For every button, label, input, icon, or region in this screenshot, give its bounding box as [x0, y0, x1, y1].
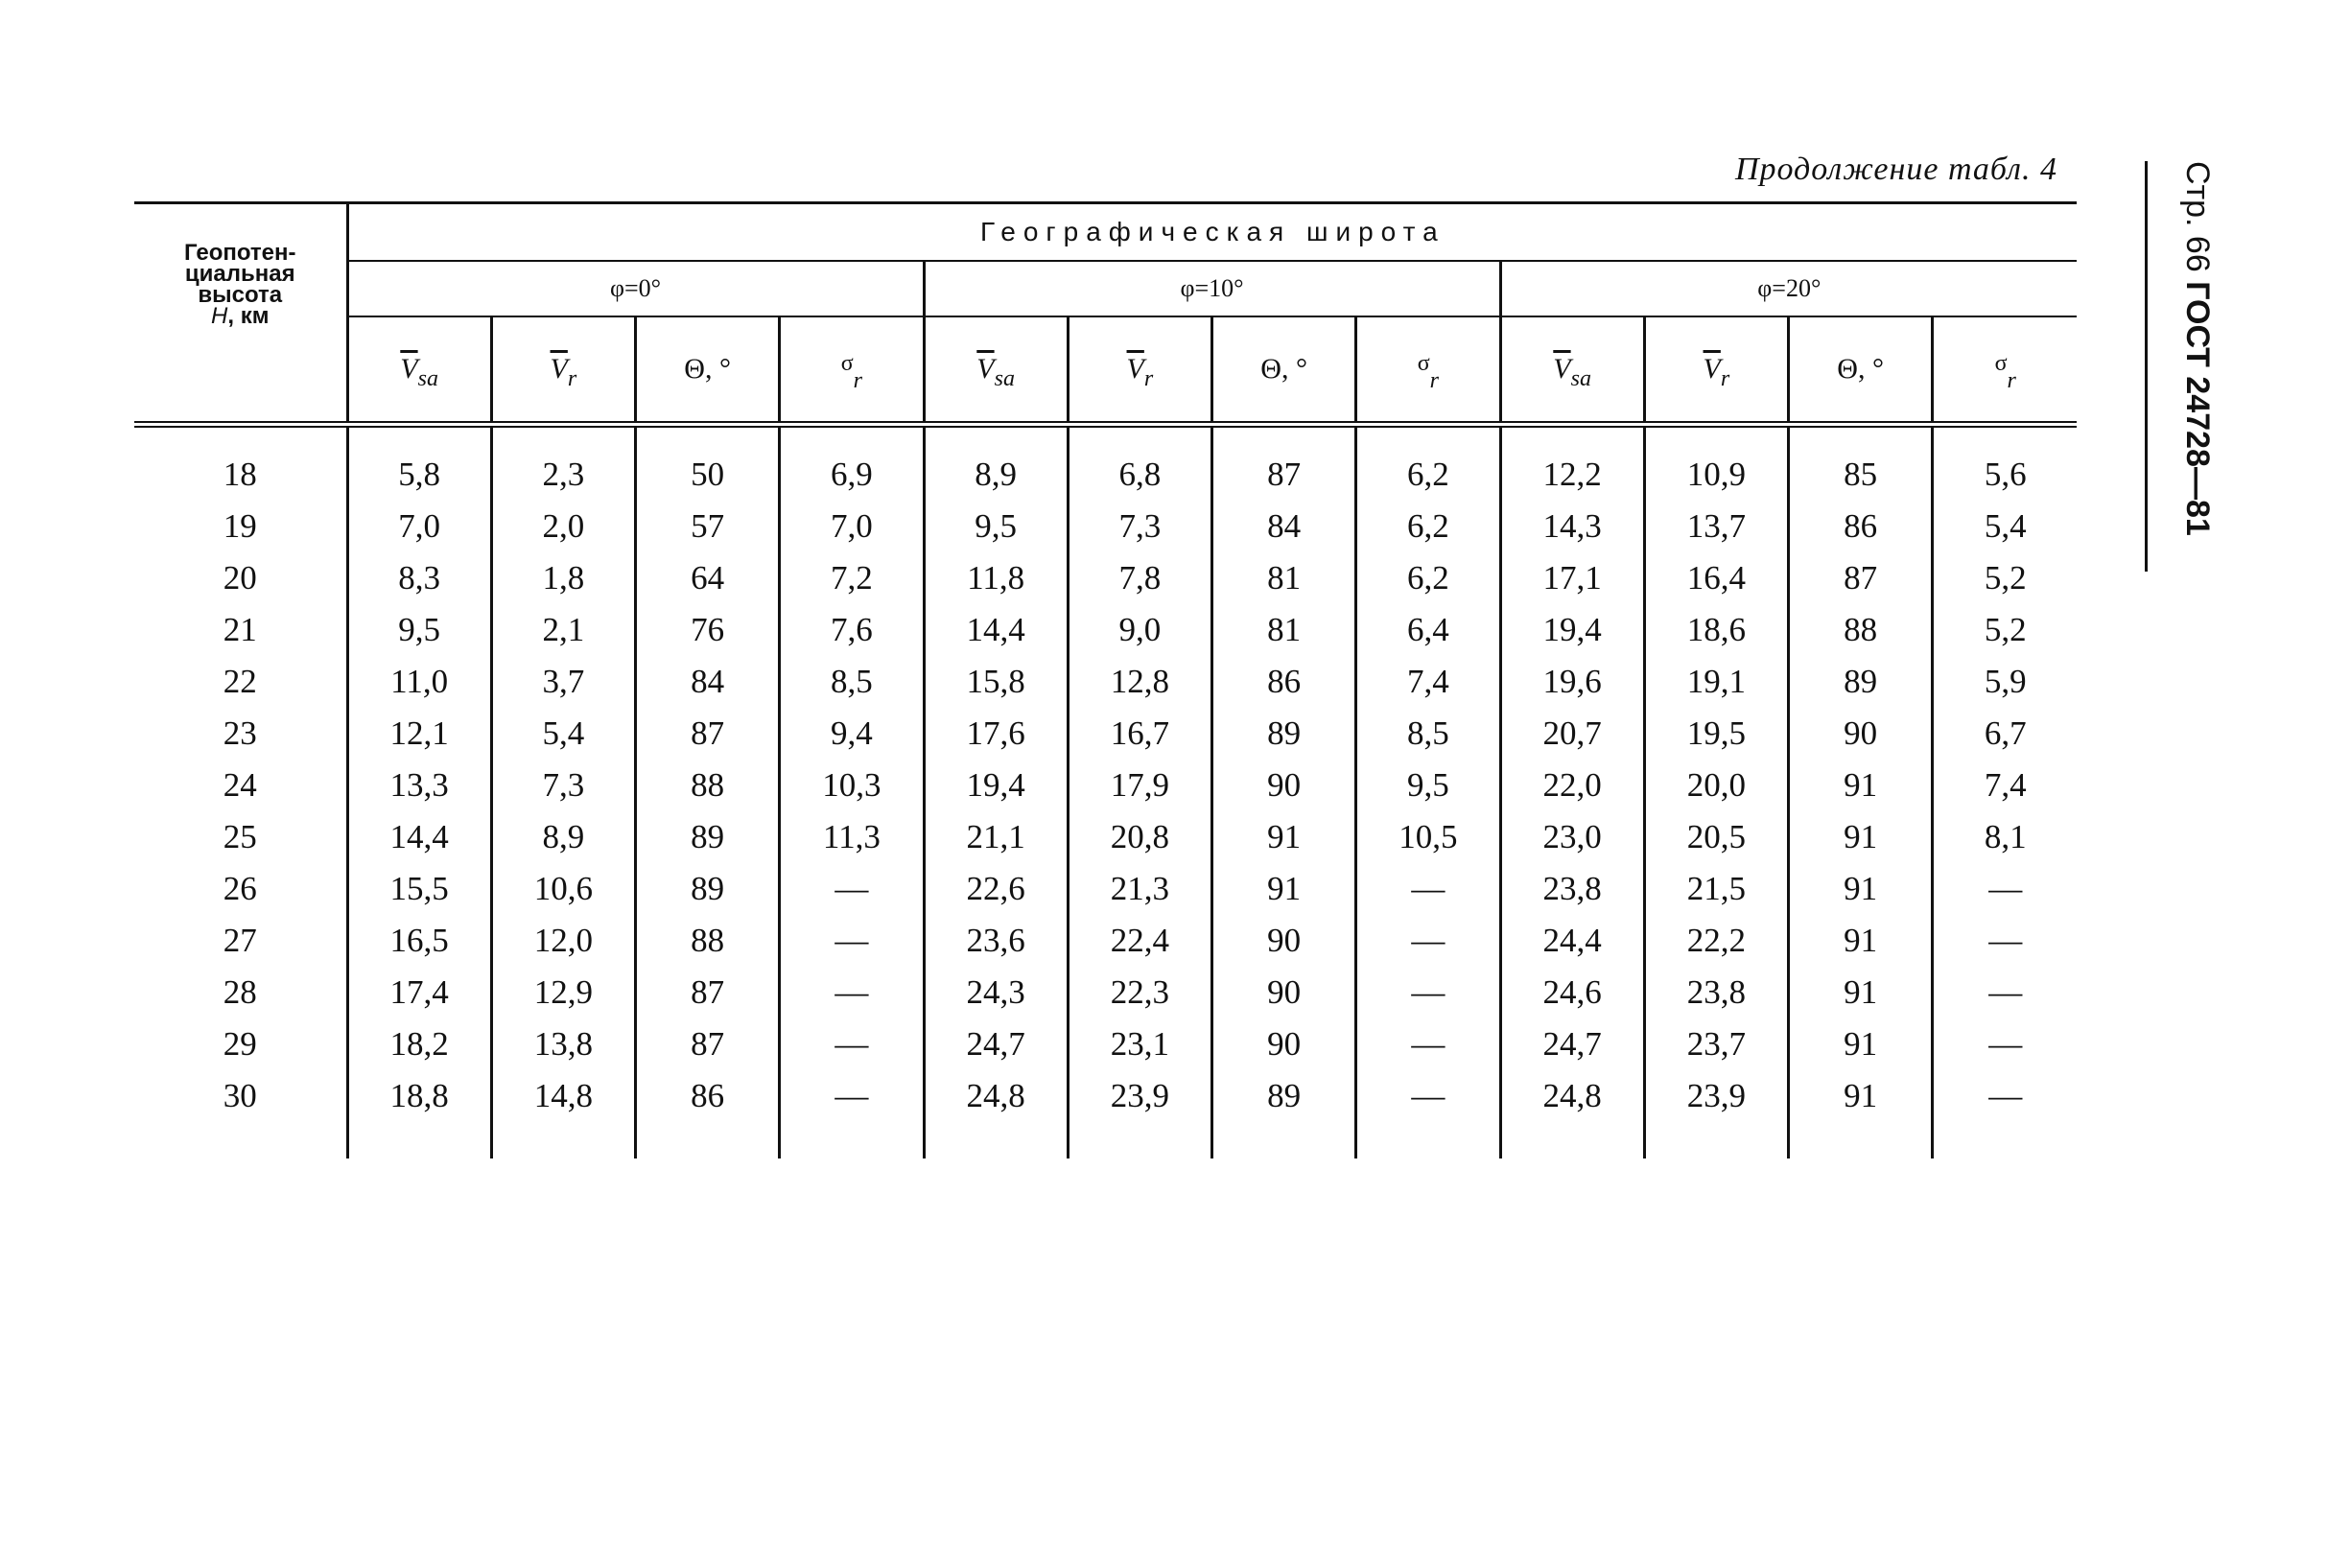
column-header-theta — [1212, 316, 1356, 425]
column-header-sigma — [1356, 316, 1500, 425]
value-cell: 19,6 — [1500, 656, 1644, 708]
value-cell: 89 — [1789, 656, 1933, 708]
value-cell: 9,5 — [347, 604, 491, 656]
table-row — [134, 552, 2077, 604]
value-cell: 18,8 — [347, 1070, 491, 1158]
value-cell: 89 — [1212, 1070, 1356, 1158]
value-cell: 7,4 — [1356, 656, 1500, 708]
column-header-vsa — [1500, 316, 1644, 425]
value-cell: 1,8 — [491, 552, 635, 604]
value-cell: 7,3 — [491, 760, 635, 811]
page-side-label-text — [2178, 161, 2216, 536]
vsa-subscript: sa — [1570, 366, 1591, 391]
value-cell: 3,7 — [491, 656, 635, 708]
value-cell: 84 — [1212, 501, 1356, 552]
page-side-label — [2175, 161, 2214, 564]
value-cell: 10,3 — [780, 760, 924, 811]
value-cell: 23,0 — [1500, 811, 1644, 863]
value-cell: 19,4 — [924, 760, 1068, 811]
value-cell: 6,2 — [1356, 425, 1500, 502]
value-cell: 87 — [636, 708, 780, 760]
height-cell: 25 — [134, 811, 347, 863]
value-cell: 89 — [636, 863, 780, 915]
value-cell: 76 — [636, 604, 780, 656]
value-cell: 90 — [1789, 708, 1933, 760]
value-cell: 24,8 — [924, 1070, 1068, 1158]
column-header-vsa — [924, 316, 1068, 425]
height-cell: 22 — [134, 656, 347, 708]
value-cell: 64 — [636, 552, 780, 604]
value-cell: 19,5 — [1644, 708, 1788, 760]
column-header-theta — [1789, 316, 1933, 425]
sigma-subscript: r — [2007, 368, 2016, 393]
value-cell: 19,4 — [1500, 604, 1644, 656]
v-symbol: $\overline{V}$ — [550, 353, 568, 385]
value-cell: 8,5 — [780, 656, 924, 708]
latitude-header-0: φ=0° — [347, 261, 924, 316]
value-cell: 7,4 — [1984, 766, 2027, 804]
value-cell: 5,8 — [347, 425, 491, 502]
value-cell: 13,8 — [491, 1018, 635, 1070]
value-cell: 13,3 — [347, 760, 491, 811]
value-cell: 24,6 — [1500, 967, 1644, 1018]
height-cell: 26 — [134, 863, 347, 915]
height-cell: 20 — [134, 552, 347, 604]
value-cell: 8,9 — [491, 811, 635, 863]
value-cell: 9,5 — [924, 501, 1068, 552]
value-cell: 86 — [1212, 656, 1356, 708]
value-cell: 5,2 — [1984, 611, 2027, 648]
value-cell: 9,4 — [780, 708, 924, 760]
height-cell: 19 — [134, 501, 347, 552]
wind-statistics-table — [134, 201, 2077, 1158]
value-cell: 20,0 — [1644, 760, 1788, 811]
value-cell: 91 — [1212, 863, 1356, 915]
value-cell: 18,6 — [1644, 604, 1788, 656]
page-number: Стр. 66 — [2179, 161, 2216, 272]
value-cell: — — [780, 1018, 924, 1070]
value-cell: 12,0 — [491, 915, 635, 967]
value-cell: 91 — [1789, 811, 1933, 863]
value-cell: 89 — [1212, 708, 1356, 760]
latitude-header-20: φ=20° — [1500, 261, 2077, 316]
height-header-line2: циальная — [184, 261, 295, 287]
value-cell: 20,8 — [1068, 811, 1211, 863]
value-cell: 6,4 — [1356, 604, 1500, 656]
value-cell: — — [1988, 1077, 2023, 1114]
sigma-symbol: σ — [1417, 351, 1430, 376]
value-cell: 2,3 — [491, 425, 635, 502]
value-cell: 22,4 — [1068, 915, 1211, 967]
value-cell: 10,9 — [1644, 425, 1788, 502]
value-cell: 24,8 — [1500, 1070, 1644, 1158]
value-cell: 22,0 — [1500, 760, 1644, 811]
table-row — [134, 811, 2077, 863]
value-cell: 23,6 — [924, 915, 1068, 967]
value-cell: 2,0 — [491, 501, 635, 552]
value-cell: 91 — [1789, 1070, 1933, 1158]
value-cell: 17,6 — [924, 708, 1068, 760]
height-cell: 27 — [134, 915, 347, 967]
value-cell: 85 — [1789, 425, 1933, 502]
height-variable: H — [211, 303, 228, 329]
value-cell: 84 — [636, 656, 780, 708]
column-header-vsa — [347, 316, 491, 425]
value-cell: 14,4 — [924, 604, 1068, 656]
value-cell: 9,0 — [1068, 604, 1211, 656]
height-column-header — [134, 203, 347, 425]
value-cell: 50 — [636, 425, 780, 502]
value-cell: 21,5 — [1644, 863, 1788, 915]
column-header-vr — [1068, 316, 1211, 425]
value-cell: 22,2 — [1644, 915, 1788, 967]
height-cell: 24 — [134, 760, 347, 811]
value-cell: 16,7 — [1068, 708, 1211, 760]
v-symbol: $\overline{V}$ — [1703, 353, 1721, 385]
table-row — [134, 1018, 2077, 1070]
value-cell: 81 — [1212, 552, 1356, 604]
value-cell: 88 — [1789, 604, 1933, 656]
table-row — [134, 425, 2077, 502]
value-cell: 11,0 — [347, 656, 491, 708]
value-cell: 9,5 — [1356, 760, 1500, 811]
value-cell: 12,9 — [491, 967, 635, 1018]
column-header-vr — [1644, 316, 1788, 425]
column-header-vr — [491, 316, 635, 425]
value-cell: 90 — [1212, 915, 1356, 967]
column-header-row — [134, 316, 2077, 425]
table-row — [134, 708, 2077, 760]
value-cell: 16,5 — [347, 915, 491, 967]
vr-subscript: r — [1143, 366, 1154, 391]
value-cell: 7,3 — [1068, 501, 1211, 552]
v-symbol: $\overline{V}$ — [1553, 353, 1571, 385]
value-cell: 23,9 — [1644, 1070, 1788, 1158]
value-cell: 14,8 — [491, 1070, 635, 1158]
value-cell: 91 — [1789, 863, 1933, 915]
value-cell: 17,9 — [1068, 760, 1211, 811]
value-cell: 12,1 — [347, 708, 491, 760]
standard-designation: ГОСТ 24728—81 — [2179, 281, 2216, 536]
data-table-container — [134, 201, 2077, 1158]
value-cell: 87 — [1789, 552, 1933, 604]
value-cell: 91 — [1789, 967, 1933, 1018]
sigma-symbol: σ — [840, 351, 854, 376]
value-cell: 6,2 — [1356, 501, 1500, 552]
value-cell: 5,4 — [1984, 507, 2027, 545]
value-cell: — — [1356, 863, 1500, 915]
vsa-subscript: sa — [417, 366, 438, 391]
theta-label: Θ, ° — [1837, 353, 1884, 385]
value-cell: 23,1 — [1068, 1018, 1211, 1070]
value-cell: 22,3 — [1068, 967, 1211, 1018]
value-cell: 5,6 — [1984, 456, 2027, 493]
value-cell: — — [780, 863, 924, 915]
sigma-symbol: σ — [1994, 351, 2008, 376]
value-cell: 81 — [1212, 604, 1356, 656]
value-cell: 87 — [1212, 425, 1356, 502]
height-header-line3: высота — [198, 282, 283, 308]
value-cell: 13,7 — [1644, 501, 1788, 552]
table-row — [134, 501, 2077, 552]
value-cell: — — [1356, 1018, 1500, 1070]
value-cell: 15,5 — [347, 863, 491, 915]
value-cell: 6,8 — [1068, 425, 1211, 502]
value-cell: 17,1 — [1500, 552, 1644, 604]
value-cell: 24,4 — [1500, 915, 1644, 967]
v-symbol: $\overline{V}$ — [1126, 353, 1144, 385]
height-cell: 21 — [134, 604, 347, 656]
value-cell: 21,3 — [1068, 863, 1211, 915]
table-row — [134, 863, 2077, 915]
value-cell: — — [1356, 1070, 1500, 1158]
value-cell: 11,3 — [780, 811, 924, 863]
value-cell: 90 — [1212, 760, 1356, 811]
value-cell: 5,2 — [1984, 559, 2027, 597]
value-cell: 86 — [636, 1070, 780, 1158]
value-cell: 10,5 — [1356, 811, 1500, 863]
sigma-subscript: r — [853, 368, 863, 393]
value-cell: 87 — [636, 967, 780, 1018]
theta-label: Θ, ° — [1260, 353, 1307, 385]
value-cell: 12,2 — [1500, 425, 1644, 502]
value-cell: 7,6 — [780, 604, 924, 656]
value-cell: — — [1356, 915, 1500, 967]
value-cell: 10,6 — [491, 863, 635, 915]
latitude-group-header: Географическая широта — [347, 203, 2077, 262]
table-continuation-caption: Продолжение табл. 4 — [1734, 152, 2057, 187]
vr-subscript: r — [567, 366, 577, 391]
value-cell: 24,7 — [924, 1018, 1068, 1070]
value-cell: — — [1988, 922, 2023, 959]
value-cell: 8,9 — [924, 425, 1068, 502]
value-cell: 18,2 — [347, 1018, 491, 1070]
value-cell: 5,4 — [491, 708, 635, 760]
value-cell: 88 — [636, 915, 780, 967]
table-row — [134, 656, 2077, 708]
table-row — [134, 915, 2077, 967]
vsa-subscript: sa — [994, 366, 1015, 391]
height-header-line1: Геопотен- — [183, 240, 296, 266]
height-cell: 30 — [134, 1070, 347, 1158]
value-cell: 91 — [1212, 811, 1356, 863]
value-cell: 20,7 — [1500, 708, 1644, 760]
value-cell: 8,1 — [1984, 818, 2027, 855]
value-cell: 12,8 — [1068, 656, 1211, 708]
value-cell: 17,4 — [347, 967, 491, 1018]
sigma-subscript: r — [1429, 368, 1440, 393]
height-cell: 18 — [134, 425, 347, 502]
value-cell: 7,2 — [780, 552, 924, 604]
v-symbol: $\overline{V}$ — [976, 353, 995, 385]
height-header-line4 — [135, 303, 345, 329]
theta-label: Θ, ° — [684, 353, 731, 385]
value-cell: — — [780, 915, 924, 967]
value-cell: 91 — [1789, 1018, 1933, 1070]
value-cell: 14,3 — [1500, 501, 1644, 552]
height-cell: 28 — [134, 967, 347, 1018]
value-cell: 11,8 — [924, 552, 1068, 604]
value-cell: 5,9 — [1984, 663, 2027, 700]
value-cell: 90 — [1212, 967, 1356, 1018]
value-cell: 7,0 — [780, 501, 924, 552]
value-cell: 57 — [636, 501, 780, 552]
side-margin-rule — [2145, 161, 2148, 572]
table-body — [134, 425, 2077, 1159]
value-cell: — — [1988, 870, 2023, 907]
table-row — [134, 760, 2077, 811]
value-cell: 24,7 — [1500, 1018, 1644, 1070]
value-cell: 23,8 — [1500, 863, 1644, 915]
value-cell: 86 — [1789, 501, 1933, 552]
value-cell: 23,8 — [1644, 967, 1788, 1018]
value-cell: 2,1 — [491, 604, 635, 656]
table-row — [134, 604, 2077, 656]
value-cell: 7,8 — [1068, 552, 1211, 604]
value-cell: 8,5 — [1356, 708, 1500, 760]
value-cell: 6,9 — [780, 425, 924, 502]
v-symbol: $\overline{V}$ — [400, 353, 418, 385]
value-cell: 6,2 — [1356, 552, 1500, 604]
value-cell: 24,3 — [924, 967, 1068, 1018]
value-cell: 87 — [636, 1018, 780, 1070]
value-cell: 91 — [1789, 760, 1933, 811]
value-cell: 16,4 — [1644, 552, 1788, 604]
value-cell: 22,6 — [924, 863, 1068, 915]
value-cell: 15,8 — [924, 656, 1068, 708]
value-cell: 8,3 — [347, 552, 491, 604]
latitude-header-10: φ=10° — [924, 261, 1500, 316]
value-cell: 23,9 — [1068, 1070, 1211, 1158]
table-row — [134, 967, 2077, 1018]
height-unit: , км — [227, 303, 270, 329]
value-cell: 91 — [1789, 915, 1933, 967]
value-cell: 19,1 — [1644, 656, 1788, 708]
value-cell: 21,1 — [924, 811, 1068, 863]
value-cell: 88 — [636, 760, 780, 811]
value-cell: 23,7 — [1644, 1018, 1788, 1070]
vr-subscript: r — [1720, 366, 1730, 391]
value-cell: 90 — [1212, 1018, 1356, 1070]
height-cell: 29 — [134, 1018, 347, 1070]
value-cell: — — [1988, 1025, 2023, 1063]
value-cell: — — [780, 1070, 924, 1158]
value-cell: 14,4 — [347, 811, 491, 863]
table-row — [134, 1070, 2077, 1158]
height-cell: 23 — [134, 708, 347, 760]
value-cell: — — [1988, 973, 2023, 1011]
value-cell: 20,5 — [1644, 811, 1788, 863]
value-cell: 89 — [636, 811, 780, 863]
value-cell: 6,7 — [1984, 714, 2027, 752]
column-header-theta — [636, 316, 780, 425]
value-cell: 7,0 — [347, 501, 491, 552]
value-cell: — — [780, 967, 924, 1018]
column-header-sigma — [780, 316, 924, 425]
value-cell: — — [1356, 967, 1500, 1018]
column-header-sigma — [1933, 316, 2077, 425]
